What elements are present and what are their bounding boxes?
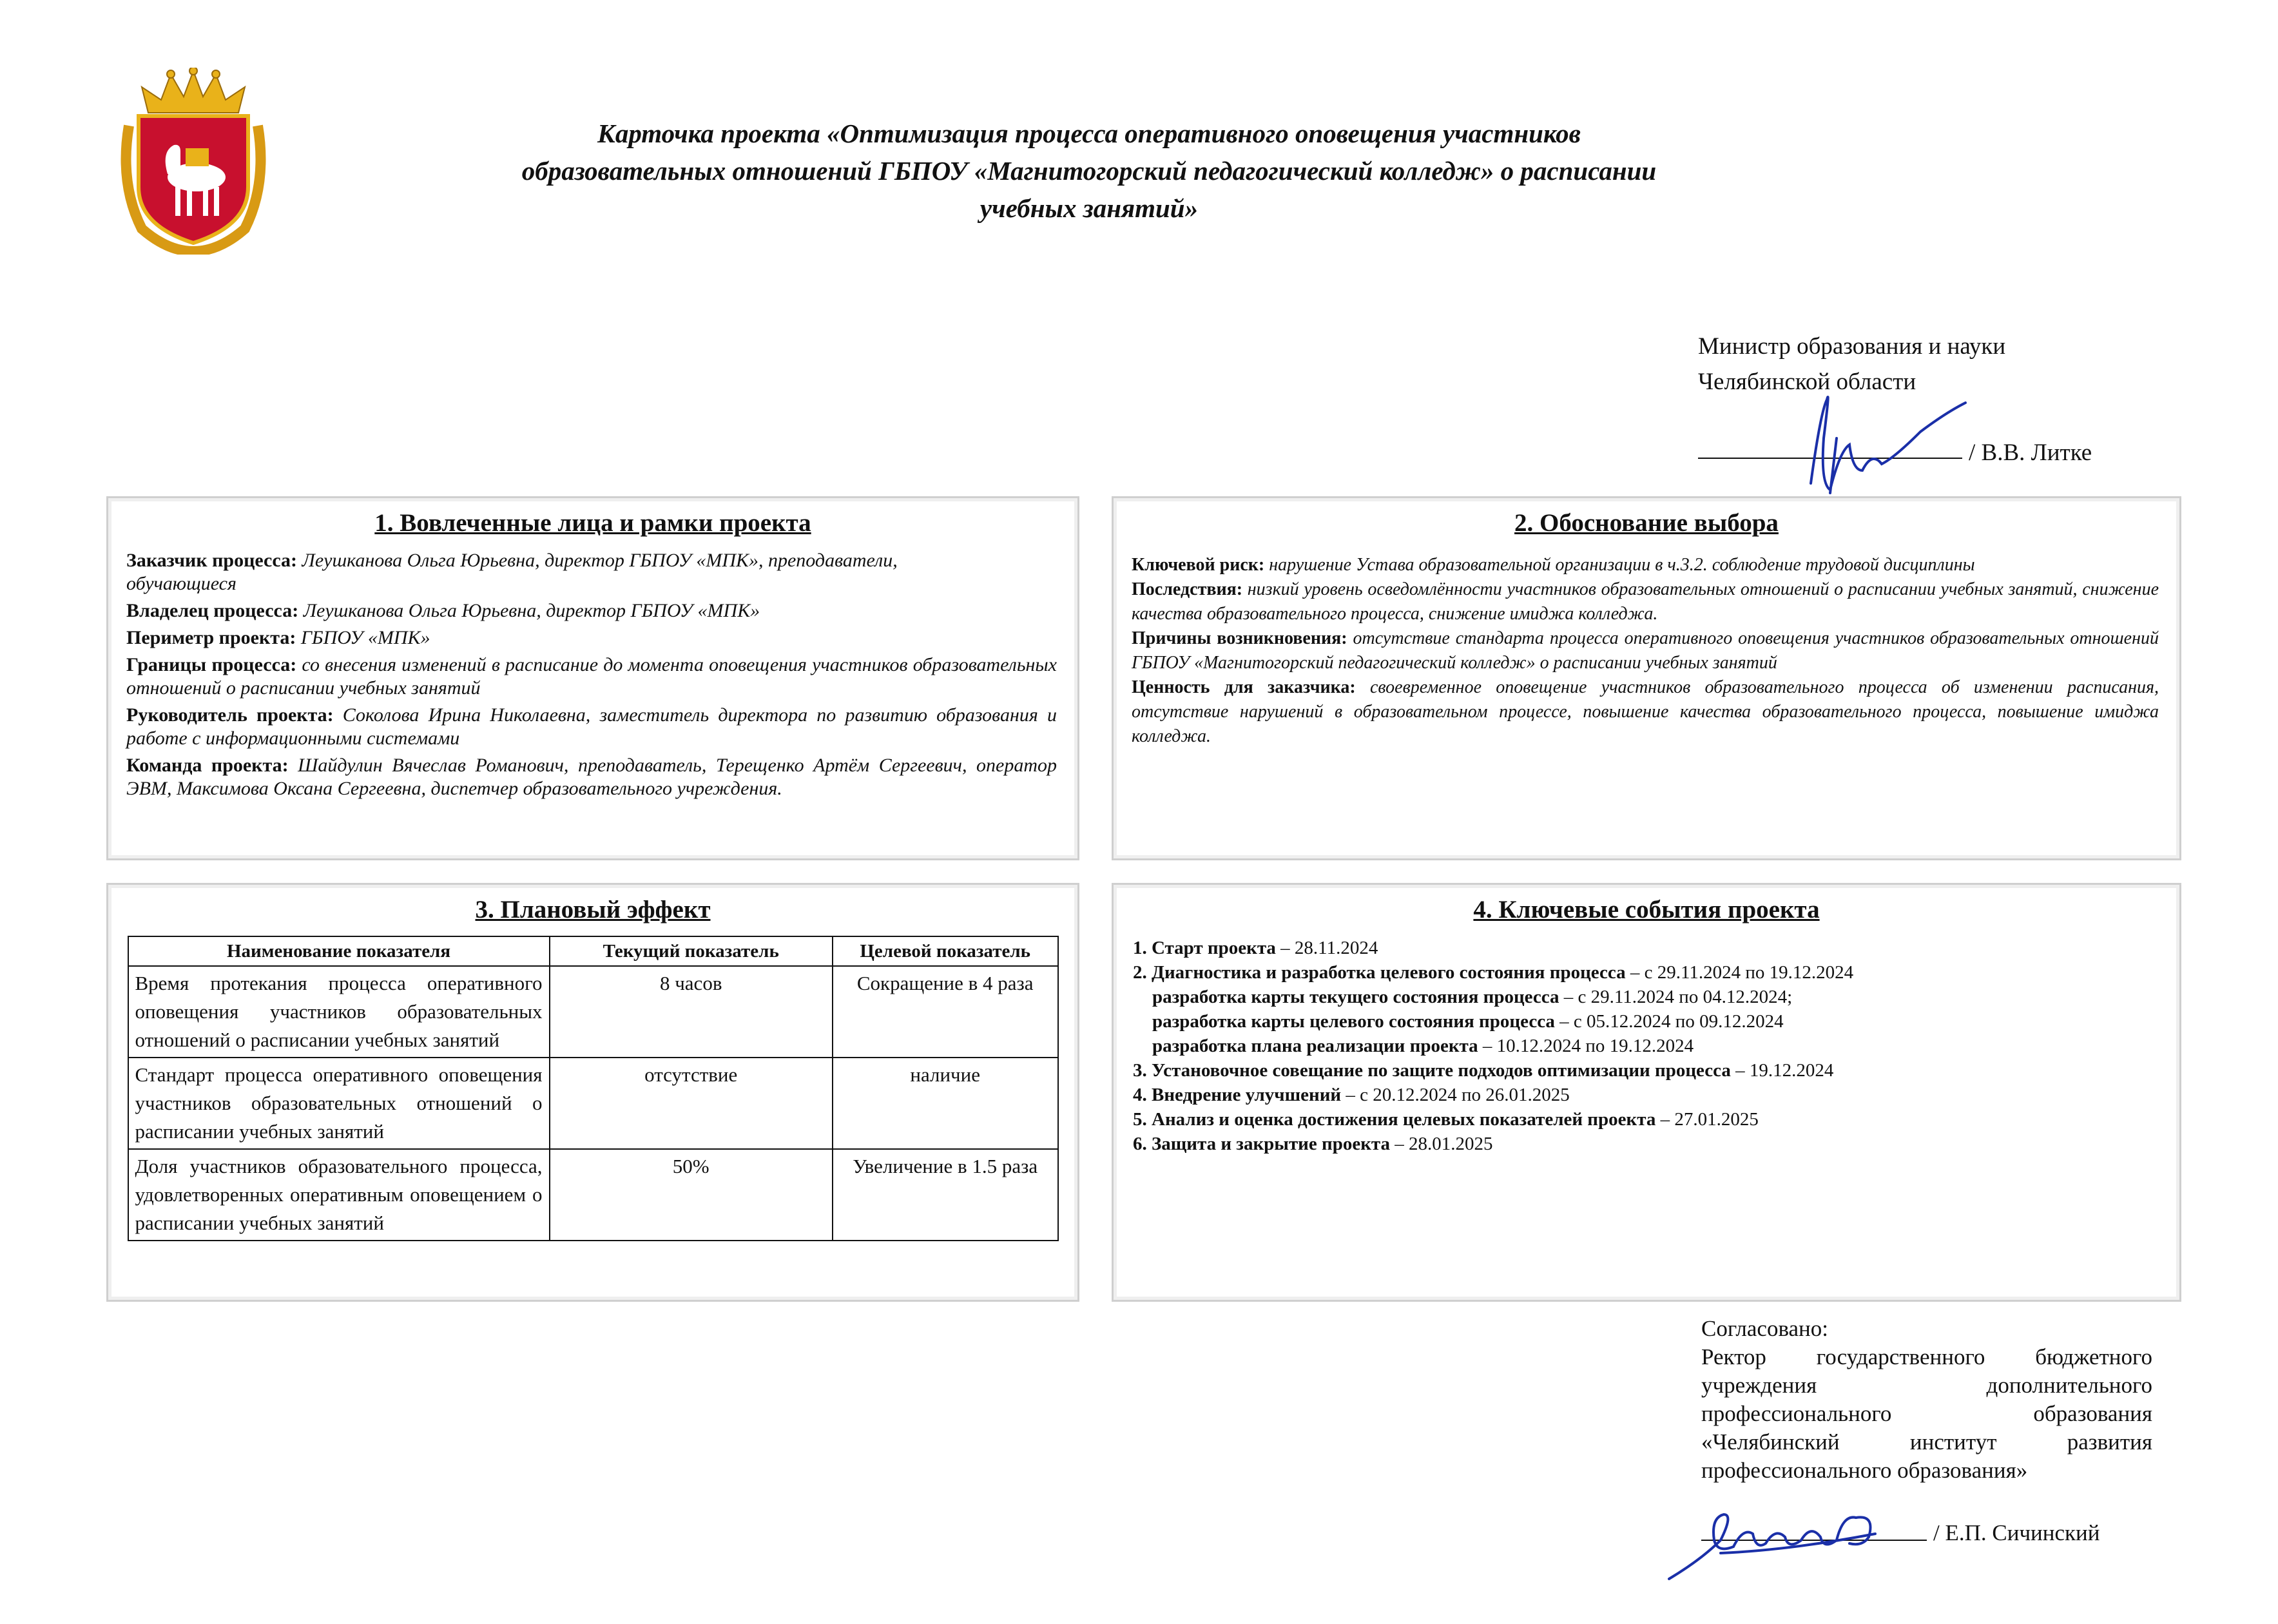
kv-value: со внесения изменений в расписание до момента оповещения участников образовательных отношений о расписании учебных занятий — [126, 654, 1057, 699]
document-title — [451, 115, 1727, 227]
event-subitem — [1133, 985, 2160, 1009]
event-date: – с 29.11.2024 по 04.12.2024; — [1559, 987, 1793, 1007]
kv-key: Руководитель проекта: — [126, 704, 334, 726]
kv-value-cont: обучающиеся — [126, 573, 236, 594]
approval-signer-name: / Е.П. Сичинский — [1933, 1520, 2100, 1545]
kv-key: Команда проекта: — [126, 755, 289, 776]
kv-value: своевременное оповещение участников образовательного процесса об изменении расписания, отсутствие нарушений в образовательном процессе, повышение качества образовательного процесса, повышение имиджа колледжа. — [1132, 677, 2159, 746]
kv-key: Заказчик процесса: — [126, 550, 298, 571]
panel-title: 2. Обоснование выбора — [1514, 509, 1779, 537]
panel-title: 3. Плановый эффект — [475, 896, 711, 923]
kv-key: Ключевой риск: — [1132, 555, 1265, 575]
current-value: 50% — [550, 1149, 833, 1241]
kv-key: Ценность для заказчика: — [1132, 677, 1356, 697]
target-value: наличие — [833, 1058, 1058, 1149]
panel-title: 4. Ключевые события проекта — [1473, 896, 1820, 923]
kv-value: Соколова Ирина Николаевна, заместитель директора по развитию образования и работе с информационными системами — [126, 704, 1057, 749]
current-value: 8 часов — [550, 966, 833, 1058]
event-date: – 10.12.2024 по 19.12.2024 — [1478, 1036, 1694, 1056]
kv-value: ГБПОУ «МПК» — [296, 627, 430, 648]
event-date: – с 20.12.2024 по 26.01.2025 — [1341, 1085, 1570, 1105]
event-date: – 28.01.2025 — [1390, 1134, 1493, 1154]
kv-row — [1132, 577, 2159, 626]
event-name: 5. Анализ и оценка достижения целевых показателей проекта — [1133, 1109, 1656, 1130]
kv-value: низкий уровень осведомлённости участников образовательных отношений о расписании учебных занятий, снижение качества образовательного процесса, снижение имиджа колледжа. — [1132, 579, 2159, 624]
event-name: разработка плана реализации проекта — [1152, 1036, 1478, 1056]
event-item — [1133, 1107, 2160, 1132]
title-line: Карточка проекта «Оптимизация процесса оперативного оповещения участников — [597, 119, 1581, 148]
kv-key: Причины возникновения: — [1132, 628, 1347, 648]
kv-row — [126, 626, 1057, 650]
event-name: 4. Внедрение улучшений — [1133, 1085, 1342, 1105]
kv-key: Владелец процесса: — [126, 600, 299, 621]
event-item — [1133, 1132, 2160, 1156]
justification-panel — [1112, 496, 2181, 860]
column-header: Текущий показатель — [550, 936, 833, 966]
kv-row — [126, 599, 1057, 623]
kv-value: Леушканова Ольга Юрьевна, директор ГБПОУ «МПК», преподаватели, — [297, 550, 898, 571]
stakeholders-panel — [106, 496, 1079, 860]
indicator-name: Стандарт процесса оперативного оповещения участников образовательных отношений о расписании учебных занятий — [128, 1058, 550, 1149]
title-line: учебных занятий» — [980, 193, 1199, 223]
minister-signer-name: / В.В. Литке — [1969, 440, 2092, 466]
kv-key: Границы процесса: — [126, 654, 297, 675]
minister-signature-icon — [1791, 374, 1978, 503]
kv-row — [126, 704, 1057, 750]
kv-row — [126, 549, 1057, 595]
title-line: образовательных отношений ГБПОУ «Магнитогорский педагогический колледж» о расписании — [521, 156, 1657, 186]
event-name: разработка карты целевого состояния процесса — [1152, 1011, 1555, 1032]
kv-row — [1132, 626, 2159, 675]
table-row — [128, 966, 1058, 1058]
event-name: разработка карты текущего состояния процесса — [1152, 987, 1559, 1007]
kv-value: Шайдулин Вячеслав Романович, преподаватель, Терещенко Артём Сергеевич, оператор ЭВМ, Максимова Оксана Сергеевна, диспетчер образовательного учреждения. — [126, 755, 1057, 799]
kv-key: Периметр проекта: — [126, 627, 296, 648]
event-item — [1133, 1058, 2160, 1083]
event-subitem — [1133, 1009, 2160, 1034]
minister-region: Челябинской области — [1698, 369, 1916, 395]
column-header: Наименование показателя — [128, 936, 550, 966]
kv-value: Леушканова Ольга Юрьевна, директор ГБПОУ «МПК» — [298, 600, 760, 621]
indicator-name: Доля участников образовательного процесса, удовлетворенных оперативным оповещением о расписании учебных занятий — [128, 1149, 550, 1241]
effect-table — [128, 936, 1059, 1241]
event-name: 2. Диагностика и разработка целевого состояния процесса — [1133, 962, 1626, 983]
kv-row — [126, 653, 1057, 700]
event-item — [1133, 936, 2160, 960]
event-date: – с 29.11.2024 по 19.12.2024 — [1625, 962, 1854, 983]
event-name: 3. Установочное совещание по защите подходов оптимизации процесса — [1133, 1060, 1731, 1081]
approval-signature-icon — [1663, 1489, 1933, 1585]
table-row — [128, 1058, 1058, 1149]
event-date: – 28.11.2024 — [1275, 938, 1378, 958]
coat-of-arms-icon — [116, 68, 271, 255]
minister-position: Министр образования и науки — [1698, 333, 2006, 360]
kv-value: отсутствие стандарта процесса оперативного оповещения участников образовательных отношений ГБПОУ «Магнитогорский педагогический колледж» о расписании учебных занятий — [1132, 628, 2159, 673]
kv-key: Последствия: — [1132, 579, 1243, 599]
kv-row — [1132, 675, 2159, 749]
table-header-row — [128, 936, 1058, 966]
kv-row — [1132, 553, 2159, 577]
panel-title: 1. Вовлеченные лица и рамки проекта — [374, 509, 811, 537]
approval-body: Ректор государственного бюджетного учреждения дополнительного профессионального образования «Челябинский институт развития профессионального образования» — [1701, 1344, 2152, 1483]
planned-effect-panel — [106, 883, 1079, 1302]
kv-row — [126, 754, 1057, 800]
event-date: – 27.01.2025 — [1655, 1109, 1759, 1130]
current-value: отсутствие — [550, 1058, 833, 1149]
event-item — [1133, 1083, 2160, 1107]
key-events-panel — [1112, 883, 2181, 1302]
indicator-name: Время протекания процесса оперативного оповещения участников образовательных отношений о расписании учебных занятий — [128, 966, 550, 1058]
target-value: Сокращение в 4 раза — [833, 966, 1058, 1058]
approval-heading: Согласовано: — [1701, 1316, 1829, 1341]
event-name: 6. Защита и закрытие проекта — [1133, 1134, 1391, 1154]
event-name: 1. Старт проекта — [1133, 938, 1276, 958]
table-row — [128, 1149, 1058, 1241]
event-item — [1133, 960, 2160, 985]
event-subitem — [1133, 1034, 2160, 1058]
column-header: Целевой показатель — [833, 936, 1058, 966]
event-date: – с 05.12.2024 по 09.12.2024 — [1554, 1011, 1784, 1032]
event-date: – 19.12.2024 — [1730, 1060, 1834, 1081]
target-value: Увеличение в 1.5 раза — [833, 1149, 1058, 1241]
kv-value: нарушение Устава образовательной организации в ч.3.2. соблюдение трудовой дисциплины — [1264, 555, 1975, 575]
